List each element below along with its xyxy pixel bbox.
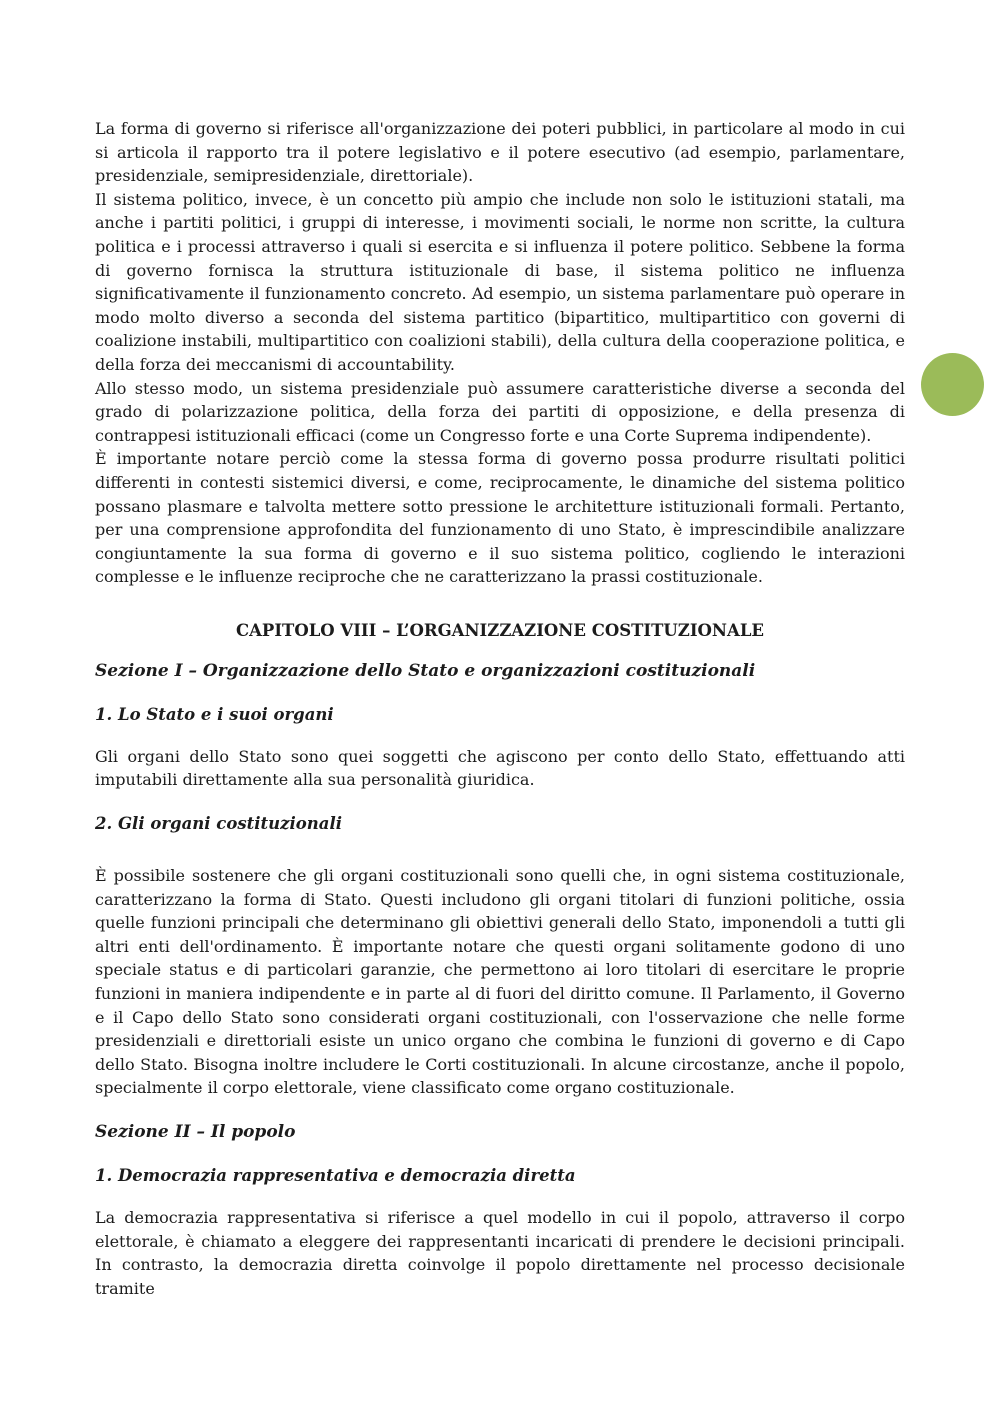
section-2-title: Sezione II – Il popolo — [95, 1122, 296, 1142]
section-2-sub-1-text: La democrazia rappresentativa si riferisce a quel modello in cui il popolo, attraverso il corpo elettorale, è chiamato a eleggere dei rappresentanti incaricati di prendere le decisioni principali. In contrasto, la democrazia diretta coinvolge il popolo direttamente nel processo decisionale tramite — [95, 1208, 905, 1298]
intro-paragraph-1: La forma di governo si riferisce all'organizzazione dei poteri pubblici, in particolare al modo in cui si articola il rapporto tra il potere legislativo e il potere esecutivo (ad esempio, parlamentare, presidenziale, semipresidenziale, direttoriale). — [95, 119, 905, 186]
intro-paragraph-2: Il sistema politico, invece, è un concetto più ampio che include non solo le istituzioni statali, ma anche i partiti politici, i gruppi di interesse, i movimenti sociali, le norme non scritte, la cultura politica e i processi attraverso i quali si esercita e si influenza il potere politico. Sebbene la forma di governo fornisca la struttura istituzionale di base, il sistema politico ne influenza significativamente il funzionamento concreto. Ad esempio, un sistema parlamentare può operare in modo molto diverso a seconda del sistema partitico (bipartitico, multipartitico con governi di coalizione instabili, multipartitico con coalizioni stabili), della cultura della cooperazione politica, e della forza dei meccanismi di accountability. — [95, 189, 905, 374]
section-1-title: Sezione I – Organizzazione dello Stato e organizzazioni costituzionali — [95, 660, 756, 681]
section-1-sub-1-text: Gli organi dello Stato sono quei soggetti che agiscono per conto dello Stato, effettuando atti imputabili direttamente alla sua personalità giuridica. — [95, 746, 905, 790]
section-1-sub-2-text: È possibile sostenere che gli organi costituzionali sono quelli che, in ogni sistema costituzionale, caratterizzano la forma di Stato. Questi includono gli organi titolari di funzioni politiche, ossia quelle funzioni principali che determinano gli obiettivi generali dello Stato, imponendoli a tutti gli altri enti dell'ordinamento. È importante notare che questi organi solitamente godono di uno speciale status e di particolari garanzie, che permettono ai loro titolari di esercitare le proprie funzioni in maniera indipendente e in parte al di fuori del diritto comune. Il Parlamento, il Governo e il Capo dello Stato sono considerati organi costituzionali, con l'osservazione che nelle forme presidenziali e direttoriali esiste un unico organo che combina le funzioni di governo e di Capo dello Stato. Bisogna inoltre includere le Corti costituzionali. In alcune circostanze, anche il popolo, specialmente il corpo elettorale, viene classificato come organo costituzionale. — [95, 866, 905, 1098]
chapter-title: CAPITOLO VIII – L’ORGANIZZAZIONE COSTITUZIONALE — [235, 620, 764, 640]
section-2-sub-1-title: 1. Democrazia rappresentativa e democrazia diretta — [95, 1166, 576, 1185]
section-1-sub-2-title: 2. Gli organi costituzionali — [95, 814, 342, 834]
document-page — [95, 117, 905, 1300]
decorative-green-dot — [921, 353, 984, 416]
intro-paragraph-3: Allo stesso modo, un sistema presidenziale può assumere caratteristiche diverse a seconda del grado di polarizzazione politica, della forza dei partiti di opposizione, e della presenza di contrappesi istituzionali efficaci (come un Congresso forte e una Corte Suprema indipendente). — [95, 378, 905, 445]
intro-paragraph-4: È importante notare perciò come la stessa forma di governo possa produrre risultati politici differenti in contesti sistemici diversi, e come, reciprocamente, le dinamiche del sistema politico possano plasmare e talvolta mettere sotto pressione le architetture istituzionali formali. Pertanto, per una comprensione approfondita del funzionamento di uno Stato, è imprescindibile analizzare congiuntamente la sua forma di governo e il suo sistema politico, cogliendo le interazioni complesse e le influenze reciproche che ne caratterizzano la prassi costituzionale. — [95, 449, 905, 587]
section-1-sub-1-title: 1. Lo Stato e i suoi organi — [95, 704, 334, 724]
